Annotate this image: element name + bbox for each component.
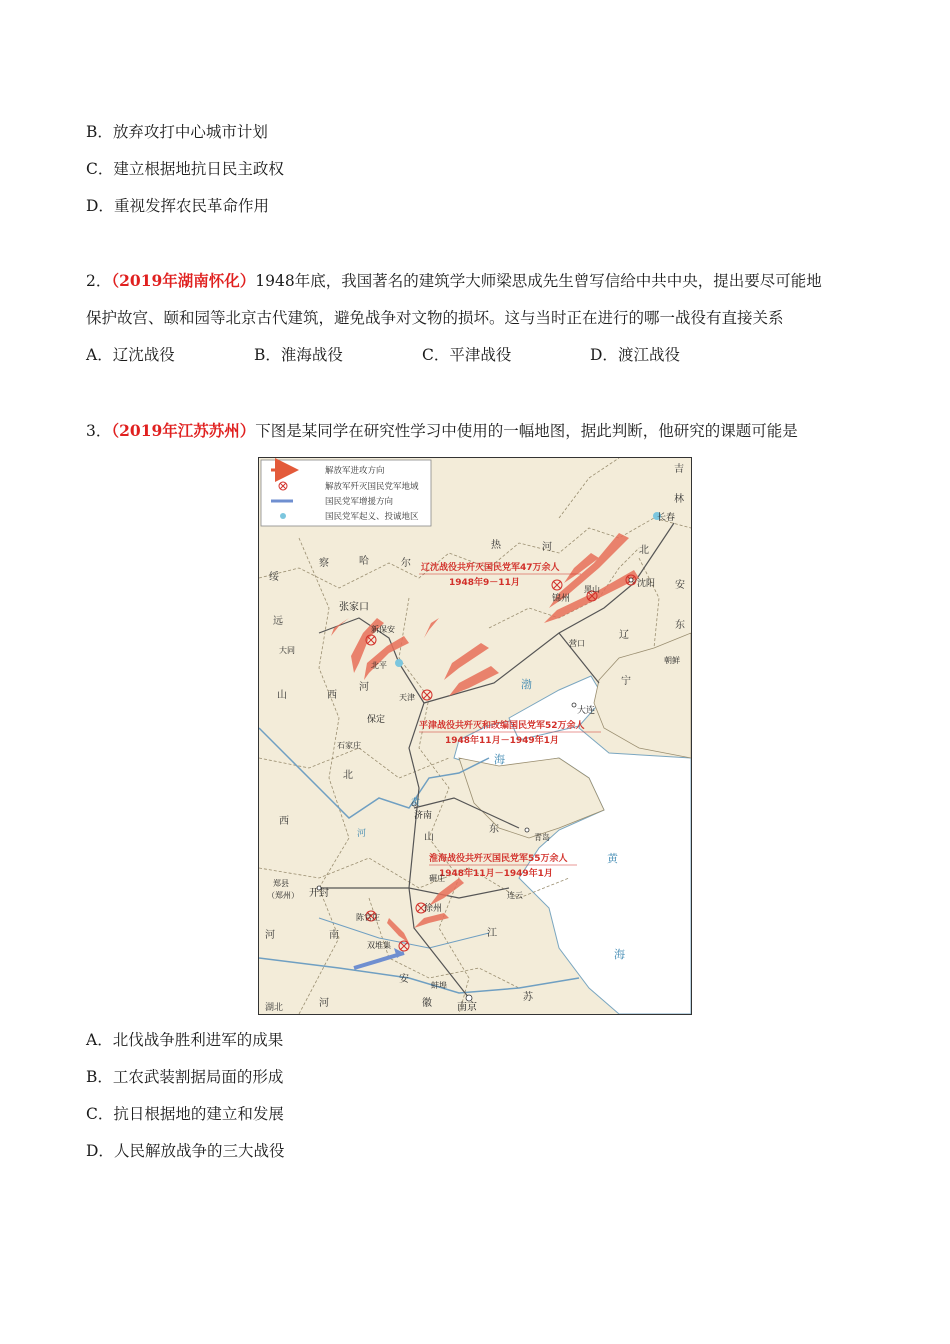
city-dalian: 大连 [577,706,596,716]
city-bengbu: 蚌埠 [431,981,447,990]
city-zhengxian: 郑县 [273,879,289,888]
region-dong1: 东 [675,620,685,631]
city-xuzhou: 徐州 [424,904,443,914]
city-nanjing: 南京 [457,1002,477,1013]
city-chenguanzhuang: 陈官庄 [356,913,380,922]
region-hubei: 湖北 [265,1003,284,1013]
q2-stem-line1: 2．（2019年湖南怀化）1948年底，我国著名的建筑学大师梁思成先生曾写信给中共中央，提出要尽可能地 [86,271,822,290]
city-nianzhuang: 碾庄 [429,874,445,883]
region-shan2: 山 [424,832,434,843]
region-he2: 河 [359,682,369,693]
region-yuan: 远 [273,616,283,627]
q1-option-c: C．建立根据地抗日民主政权 [86,160,284,178]
region-cha: 察 [319,558,329,569]
yangtze-river [259,958,579,993]
city-xinbaoan: 新保安 [371,625,395,634]
region-an: 安 [675,580,685,591]
q3-option-d: D．人民解放战争的三大战役 [86,1142,285,1160]
region-an2: 安 [399,974,409,985]
q3-option-c: C．抗日根据地的建立和发展 [86,1105,284,1123]
city-heishan: 黑山 [584,585,600,594]
pingjin-annotation: 平津战役共歼灭和改编国民党军52万余人 [419,721,585,731]
region-he4: 河 [319,998,329,1009]
region-nan: 南 [329,930,339,941]
q2-option-d: D．渡江战役 [590,346,680,364]
q3-option-b: B．工农武装割据局面的形成 [86,1068,284,1086]
liaoshen-annotation: 辽沈战役共歼灭国民党军47万余人 [421,563,560,573]
country-chaoxian: 朝鲜 [664,656,680,665]
city-qingdao: 青岛 [534,833,550,842]
city-zhengzhou: （郑州） [267,891,299,900]
three-campaigns-map [258,457,692,1015]
attack-arrow [449,666,499,696]
city-beiping: 北平 [371,661,387,670]
region-hui: 徽 [422,998,432,1009]
region-sui: 绥 [269,572,279,583]
city-shuangduiji: 双堆集 [367,941,391,950]
river-huang-label: 黄 [411,798,421,808]
city-tianjin: 天津 [399,693,415,702]
map-legend [261,460,431,526]
sea-bo: 渤 [521,678,532,691]
region-dong2: 东 [489,824,499,835]
pingjin-date: 1948年11月－1949年1月 [445,736,559,746]
legend-reinforce: 国民党军增援方向 [325,497,394,507]
region-lin: 林 [674,494,684,505]
q3-stem: 3．（2019年江苏苏州）下图是某同学在研究性学习中使用的一幅地图，据此判断，他研究的课题可能是 [86,421,798,440]
q3-source: （2019年江苏苏州） [111,421,256,440]
region-re: 热 [491,540,501,551]
attack-arrow [364,636,409,680]
q2-option-b: B．淮海战役 [254,346,343,364]
q1-option-d: D．重视发挥农民革命作用 [86,197,269,215]
region-xi1: 西 [327,690,337,701]
huaihai-annotation: 淮海战役共歼灭国民党军55万余人 [429,854,568,864]
region-er: 尔 [401,558,411,569]
region-bei2: 北 [343,770,353,781]
city-datong: 大同 [279,646,295,655]
river-he-label: 河 [357,829,367,839]
city-yingkou: 营口 [569,639,585,648]
legend-surrender: 国民党军起义、投诚地区 [325,512,419,522]
attack-arrow [424,618,439,638]
q2-option-c: C．平津战役 [422,346,512,364]
city-shenyang: 沈阳 [637,579,656,589]
city-baoding: 保定 [367,715,386,725]
city-jinzhou: 锦州 [552,594,571,604]
q2-stem-line2: 保护故宫、颐和园等北京古代建筑，避免战争对文物的损坏。这与当时正在进行的哪一战役有直接关系 [86,309,784,327]
sea-hai1: 海 [494,753,505,766]
region-jiang: 江 [487,928,497,939]
legend-attack: 解放军进攻方向 [325,466,385,476]
attack-arrow [387,918,409,943]
liaodong-peninsula [594,633,691,758]
legend-annihilate: 解放军歼灭国民党军地域 [325,482,419,492]
q3-option-a: A．北伐战争胜利进军的成果 [86,1031,284,1049]
city-kaifeng: 开封 [309,888,329,899]
liaoshen-date: 1948年9－11月 [449,578,520,588]
region-ji: 吉 [674,464,684,475]
region-shan1: 山 [277,690,287,701]
city-jinan: 济南 [414,811,433,821]
region-su: 苏 [523,992,533,1003]
region-bei1: 北 [639,545,649,556]
city-lianyun: 连云 [507,891,523,900]
region-ha: 哈 [359,556,369,567]
q1-option-b: B．放弃攻打中心城市计划 [86,123,268,141]
city-shijiazhuang: 石家庄 [337,741,361,750]
attack-arrow [414,913,449,928]
q2-option-a: A．辽沈战役 [86,346,175,364]
region-ning: 宁 [621,676,631,687]
region-xi2: 西 [279,816,289,827]
sea-hai2: 海 [614,948,625,961]
region-he1: 河 [542,542,552,553]
region-he3: 河 [265,930,275,941]
surrender-point [395,659,403,667]
huaihai-date: 1948年11月－1949年1月 [439,869,553,879]
region-liao: 辽 [619,630,629,641]
city-zhangjiakou: 张家口 [339,602,369,613]
sea-huang: 黄 [607,852,618,865]
city-changchun: 长春 [657,513,676,523]
q2-source: （2019年湖南怀化） [111,271,256,290]
